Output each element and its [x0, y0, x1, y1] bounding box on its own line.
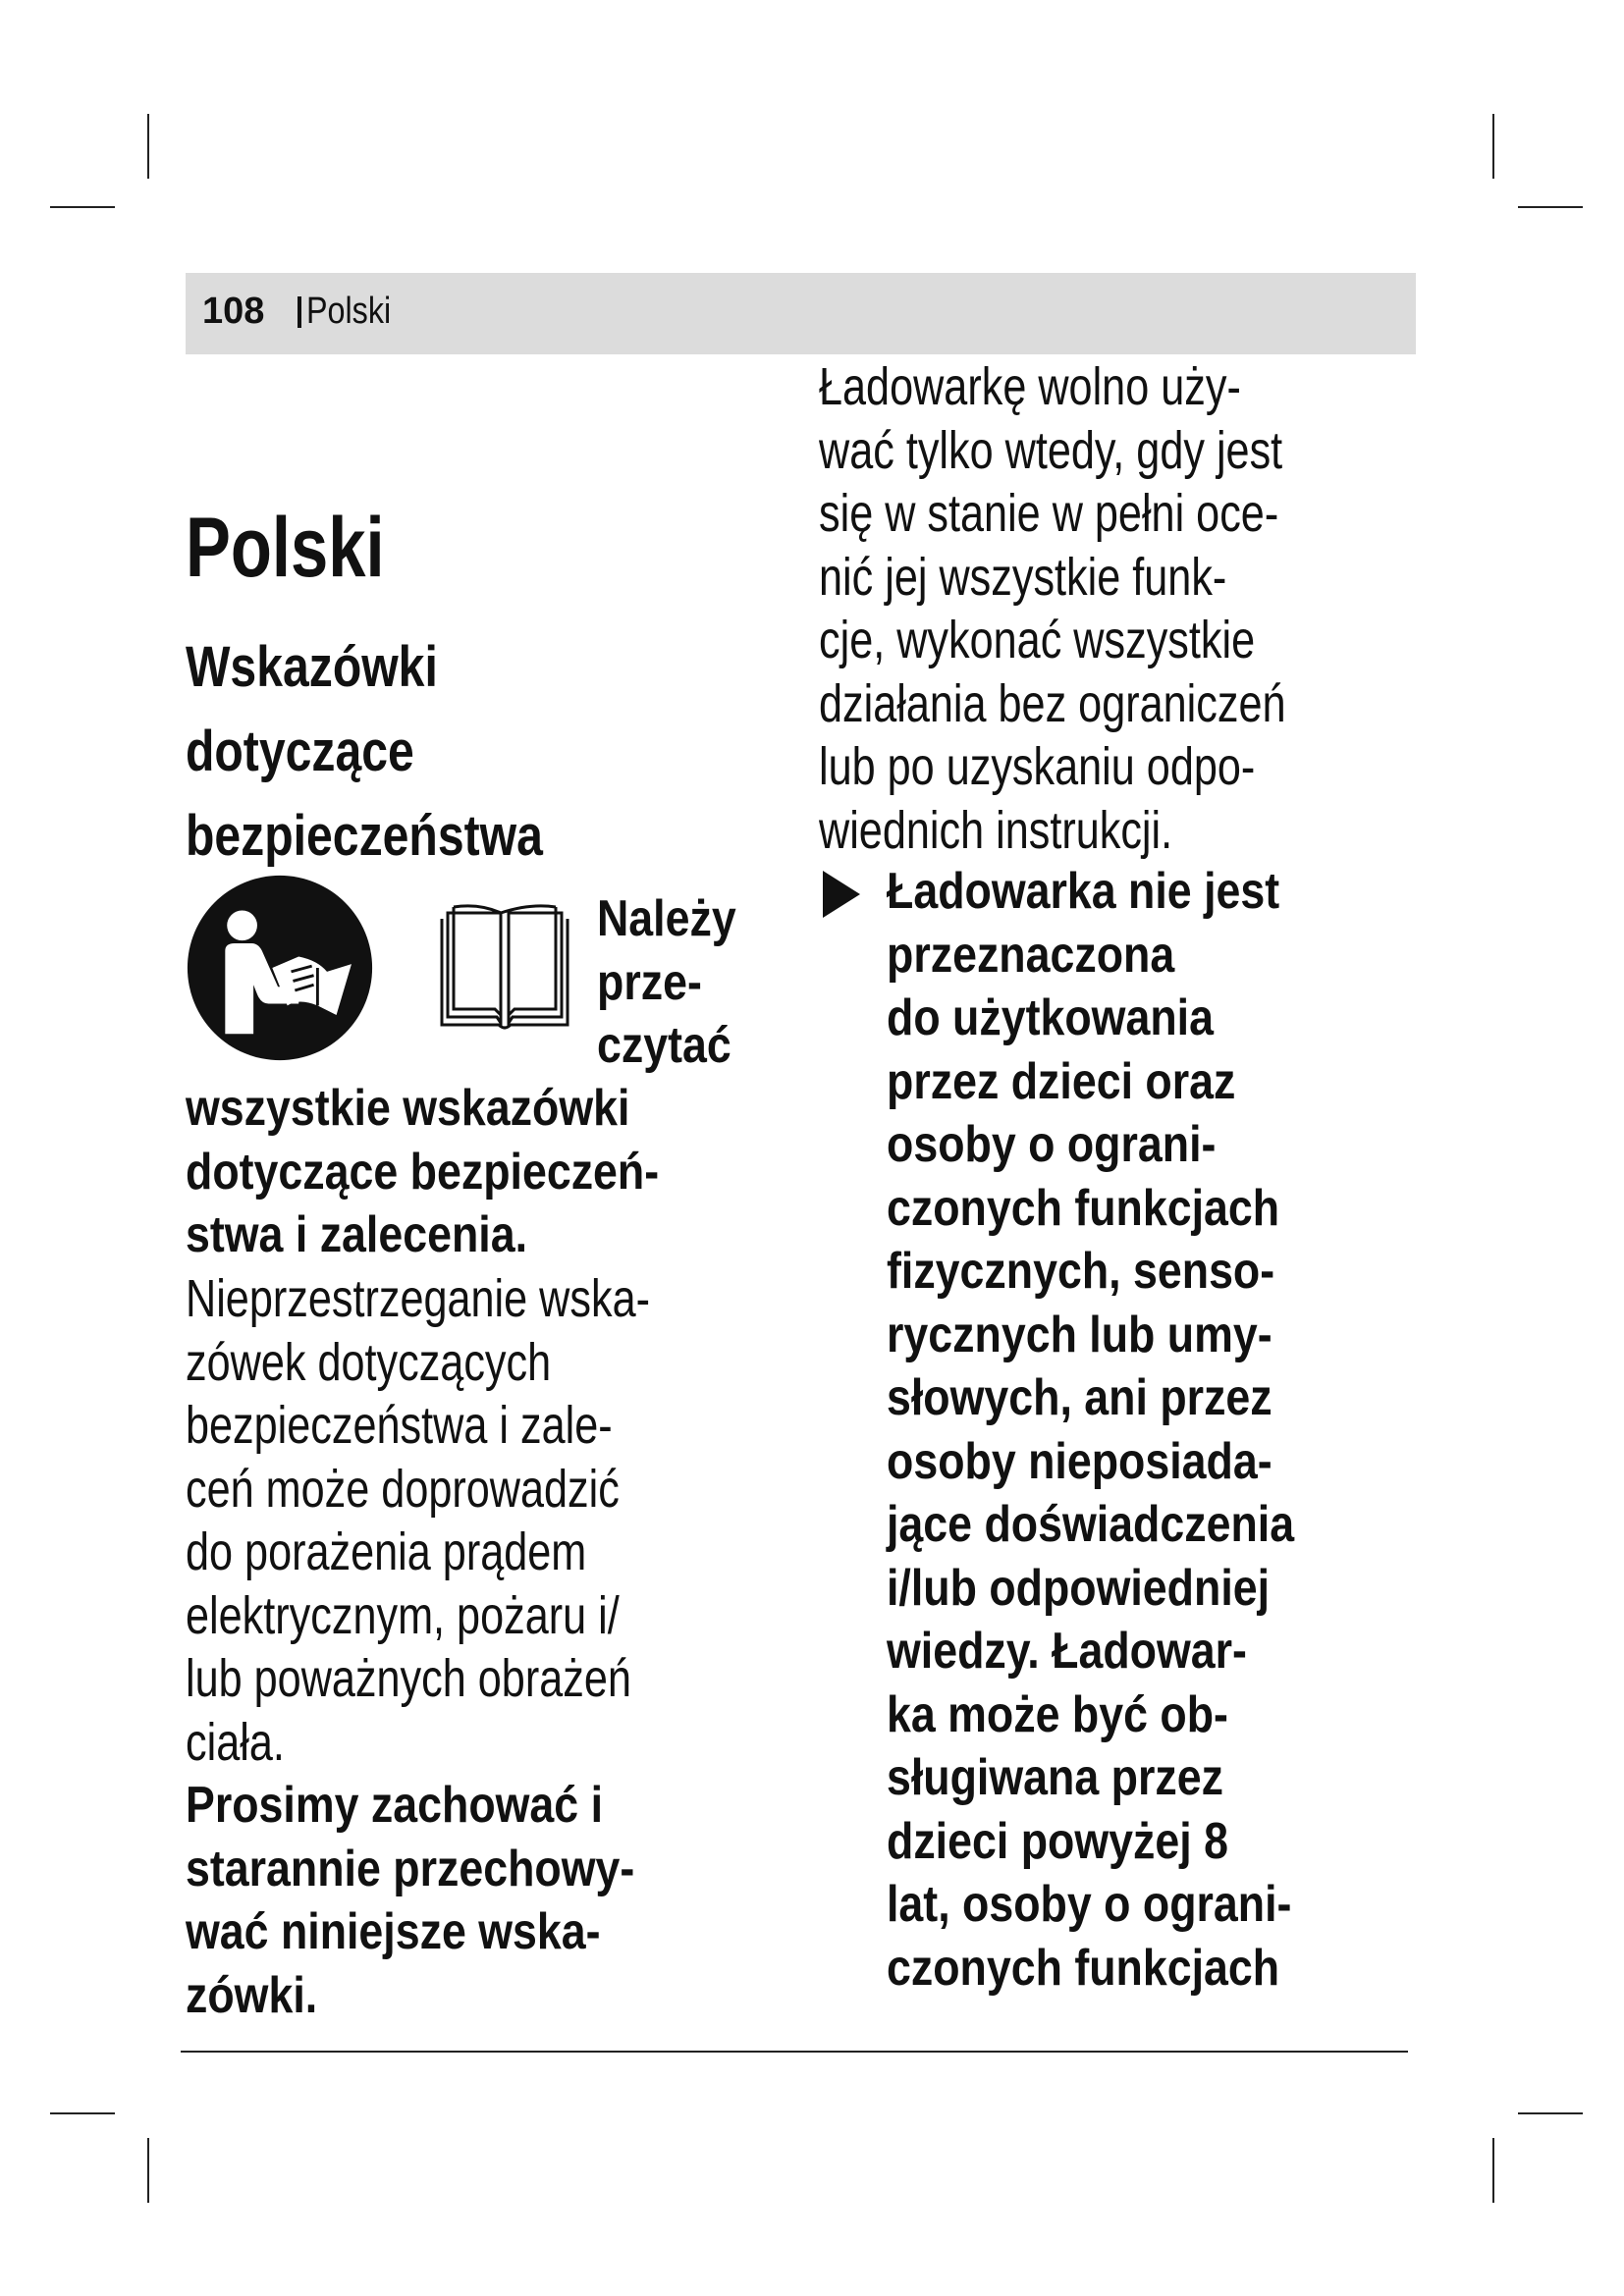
person-reading-icon [186, 874, 374, 1062]
children-warning: Ładowarka nie jest przeznaczona do użytkowania przez dzieci oraz osoby o ograni- czonych funkcjach fizycznych, senso- rycznych lub umy- słowych, ani przez osoby nieposiada- jące doświadczenia i/lub odpowiedniej wiedzy. Ładowar- ka może być ob- sługiwana przez dzieci powyżej 8 lat, osoby o ograni- czonych funkcjach [887, 863, 1295, 1997]
icon-caption: Należy prze- czytać [597, 890, 736, 1074]
footer-rule [181, 2051, 1408, 2053]
page-title: Polski [186, 501, 385, 595]
open-book-icon [436, 901, 573, 1039]
crop-mark [1518, 206, 1583, 208]
crop-mark [147, 2138, 149, 2203]
page-header [186, 273, 1416, 354]
crop-mark [1492, 2138, 1494, 2203]
crop-mark [1518, 2112, 1583, 2114]
charger-usage-intro: Ładowarkę wolno uży- wać tylko wtedy, gdy jest się w stanie w pełni oce- nić jej wszystkie funk- cje, wykonać wszystkie działania bez ograniczeń lub po uzyskaniu odpo- wiednich instrukcji. [819, 357, 1286, 860]
keep-instructions-note: Prosimy zachować i starannie przechowy- wać niniejsze wska- zówki. [186, 1777, 635, 2024]
safety-warning-body: Nieprzestrzeganie wska- zówek dotyczących bezpieczeństwa i zale- ceń może doprowadzić do porażenia prądem elektrycznym, pożaru i/ lub poważnych obrażeń ciała. [186, 1269, 650, 1772]
crop-mark [147, 114, 149, 179]
page-number: 108 [202, 291, 265, 332]
section-heading: Wskazówki dotyczące bezpieczeństwa [186, 635, 543, 868]
header-separator [298, 296, 301, 328]
safety-warning-bold: wszystkie wskazówki dotyczące bezpieczeń- stwa i zalecenia. [186, 1080, 660, 1263]
crop-mark [1492, 114, 1494, 179]
crop-mark [50, 2112, 115, 2114]
header-language: Polski [306, 291, 392, 332]
triangle-bullet-icon [823, 871, 860, 918]
crop-mark [50, 206, 115, 208]
